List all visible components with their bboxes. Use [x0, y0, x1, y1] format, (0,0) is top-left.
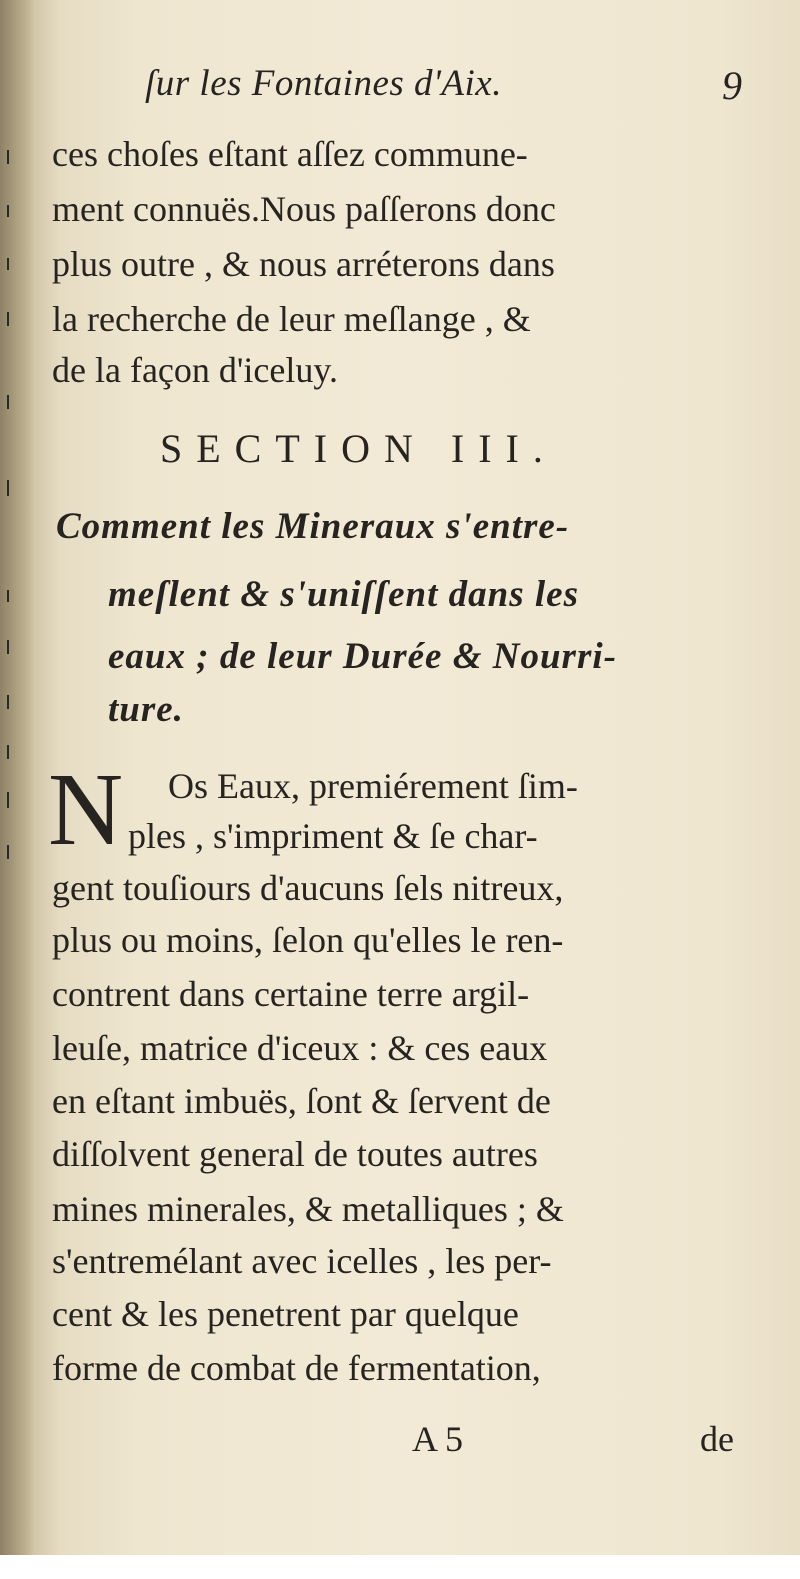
body-line: forme de combat de fermentation,	[52, 1348, 541, 1388]
gutter-mark	[7, 845, 9, 859]
page-number: 9	[722, 63, 742, 108]
body-line: s'entremélant avec icelles , les per-	[52, 1241, 552, 1281]
body-line: en eſtant imbuës, ſont & ſervent de	[52, 1081, 551, 1121]
drop-cap: N	[48, 752, 124, 867]
gutter-mark	[7, 792, 9, 808]
intro-line: ces choſes eſtant aſſez commune-	[52, 134, 528, 174]
gutter-mark	[7, 695, 9, 709]
catchword: de	[700, 1419, 734, 1459]
gutter-mark	[7, 205, 9, 217]
body-line: diſſolvent general de toutes autres	[52, 1134, 538, 1174]
page-gutter	[0, 0, 34, 1579]
gutter-mark	[7, 640, 9, 654]
body-line: leuſe, matrice d'iceux : & ces eaux	[52, 1028, 548, 1068]
intro-line: plus outre , & nous arréterons dans	[52, 244, 555, 284]
section-heading-line: ture.	[108, 689, 184, 730]
intro-line: ment connuës.Nous paſſerons donc	[52, 189, 556, 229]
gutter-mark	[7, 480, 9, 496]
body-line: contrent dans certaine terre argil-	[52, 974, 530, 1014]
section-heading-line: eaux ; de leur Durée & Nourri-	[108, 636, 617, 677]
body-line: plus ou moins, ſelon qu'elles le ren-	[52, 920, 564, 960]
intro-line: la recherche de leur meſlange , &	[52, 299, 531, 339]
body-line: ples , s'impriment & ſe char-	[128, 816, 538, 856]
signature-mark: A 5	[412, 1419, 464, 1459]
gutter-mark	[7, 312, 9, 326]
body-line: gent touſiours d'aucuns ſels nitreux,	[52, 868, 564, 908]
gutter-mark	[7, 258, 9, 270]
body-line: cent & les penetrent par quelque	[52, 1294, 519, 1334]
body-line: Os Eaux, premiérement ſim-	[168, 766, 578, 806]
intro-line: de la façon d'iceluy.	[52, 350, 339, 390]
gutter-mark	[7, 150, 9, 164]
gutter-mark	[7, 395, 9, 409]
gutter-mark	[7, 745, 9, 759]
section-title: SECTION III.	[160, 426, 557, 471]
gutter-mark	[7, 590, 9, 602]
body-line: mines minerales, & metalliques ; &	[52, 1189, 564, 1229]
scan-border	[0, 1555, 800, 1579]
section-heading-line: meſlent & s'uniſſent dans les	[108, 574, 579, 615]
section-heading-line: Comment les Mineraux s'entre-	[56, 506, 570, 547]
running-head: ſur les Fontaines d'Aix.	[145, 63, 502, 104]
